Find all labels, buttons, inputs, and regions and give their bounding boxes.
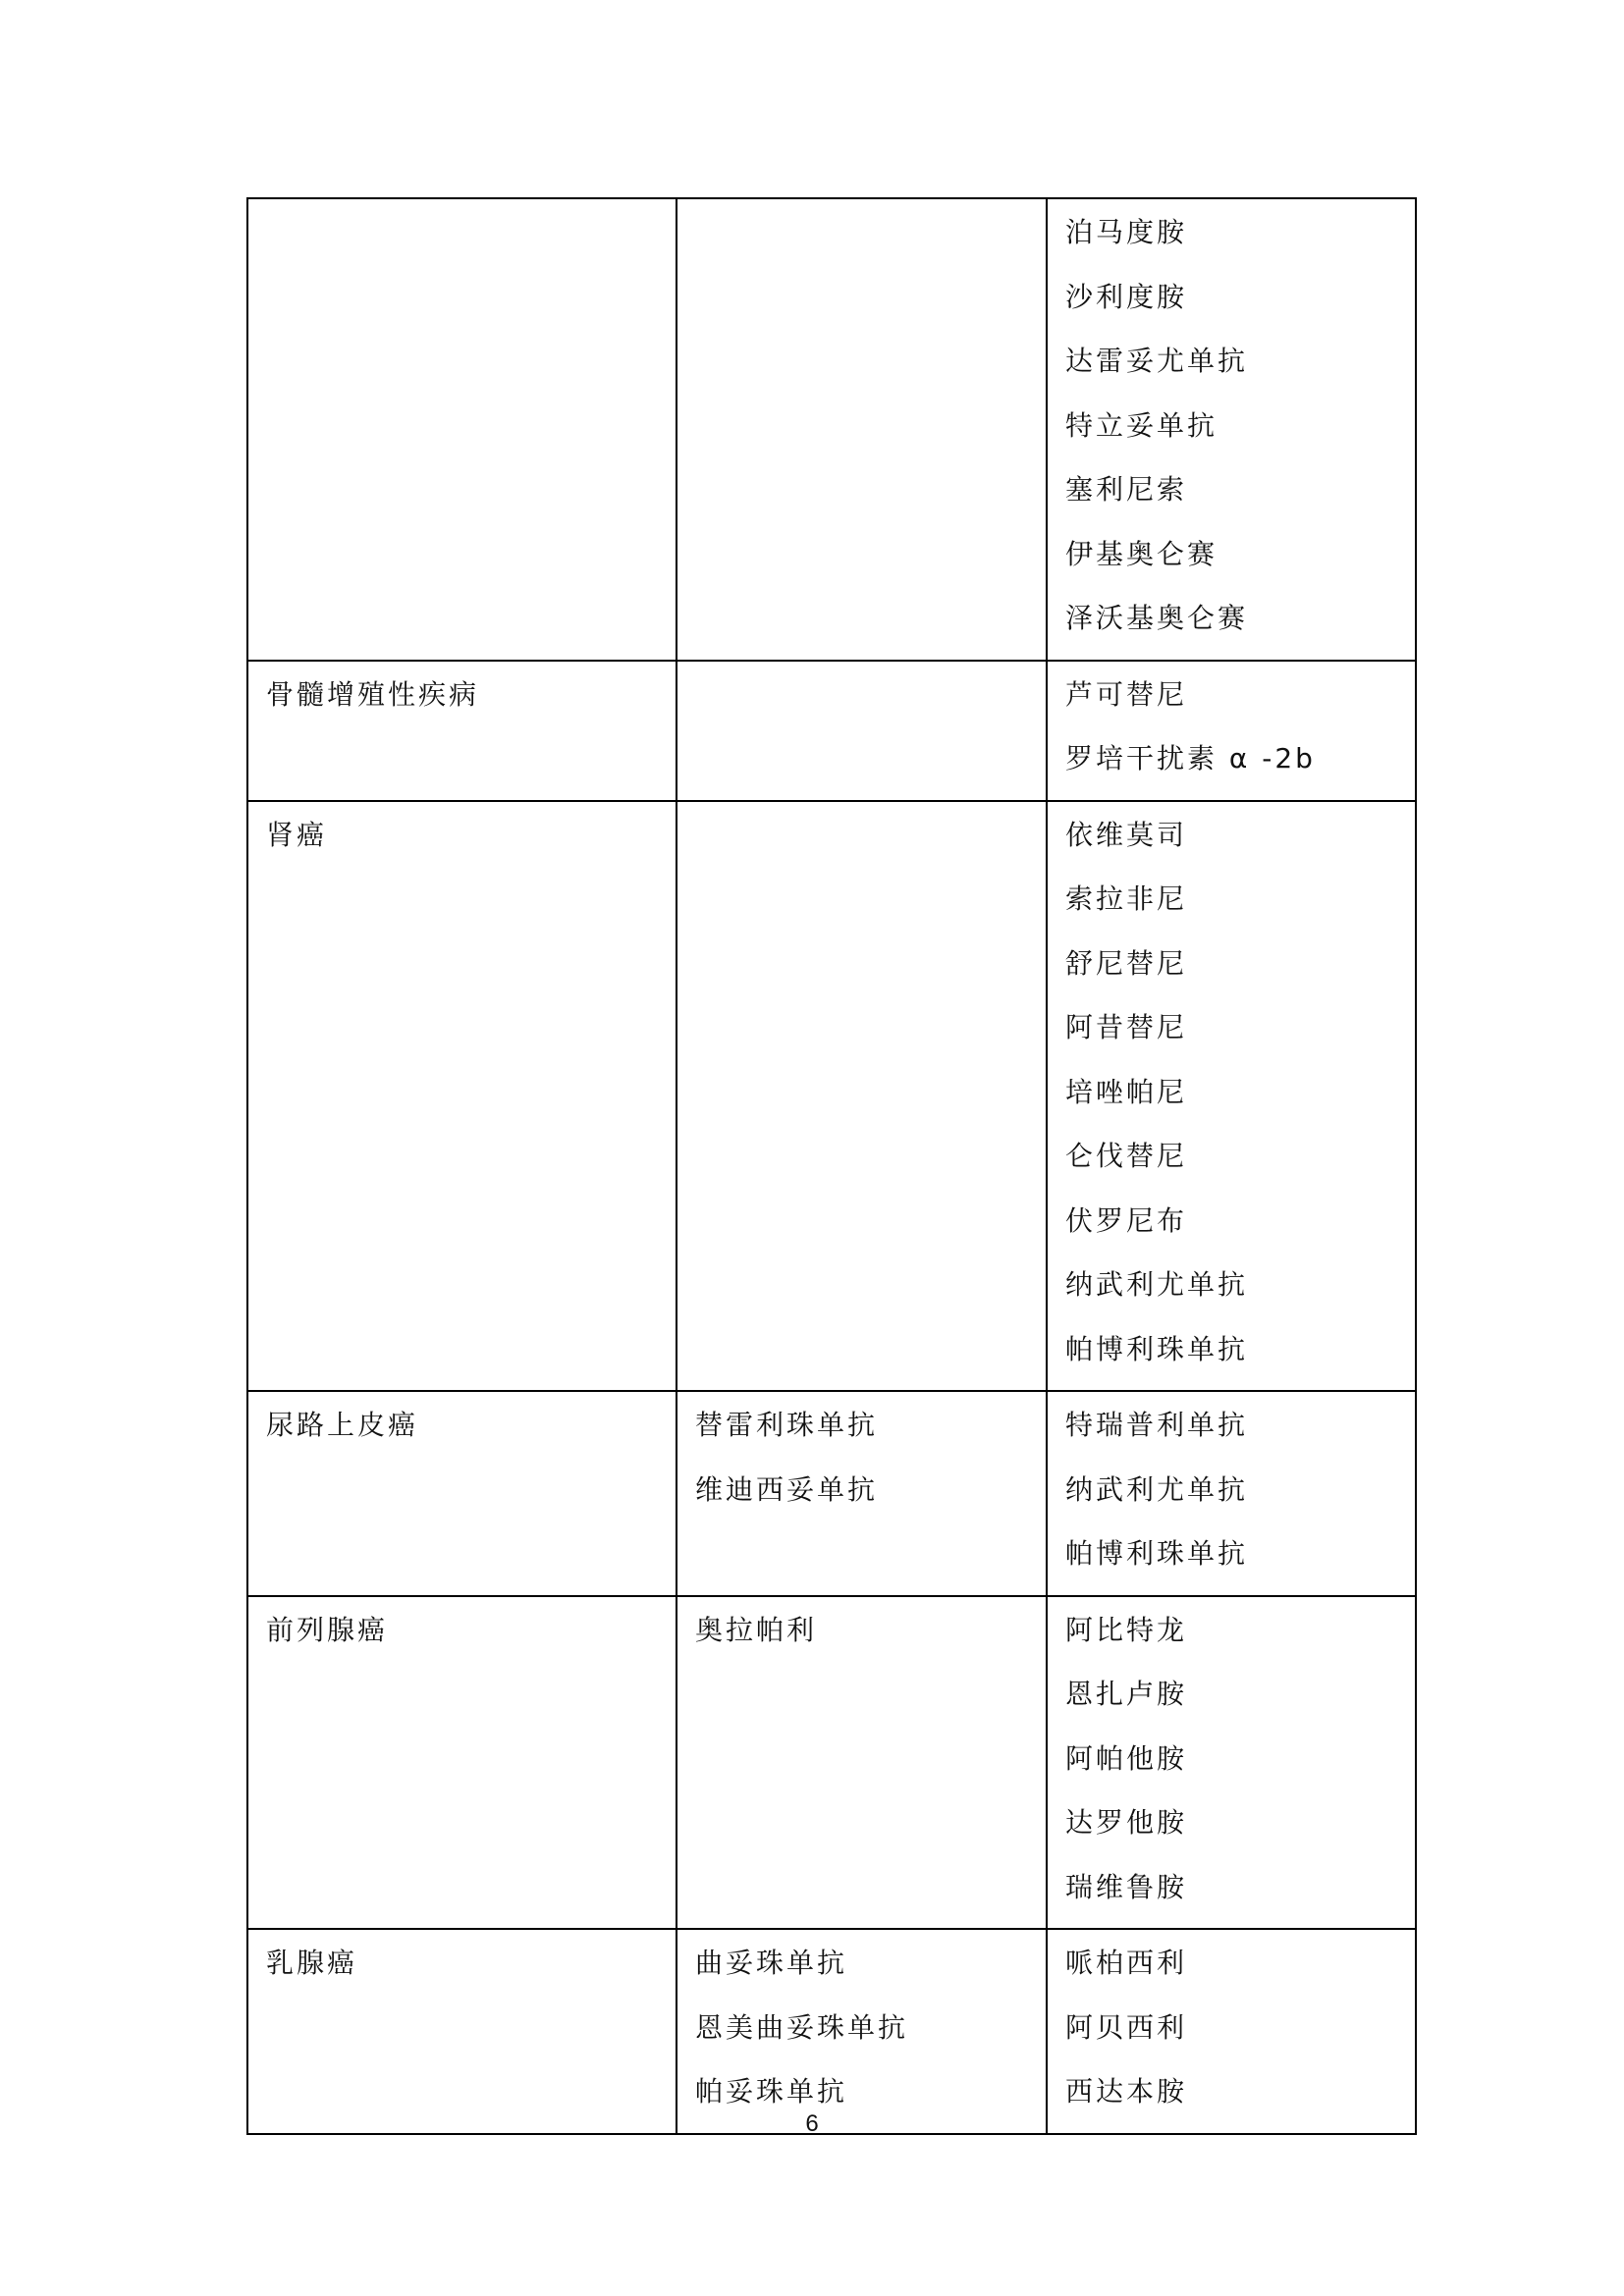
drug-name: 西达本胺 bbox=[1065, 2075, 1188, 2108]
drug-name: 瑞维鲁胺 bbox=[1065, 1870, 1188, 1903]
drug-cell-col2 bbox=[677, 1391, 1047, 1596]
drug-name: 阿比特龙 bbox=[1065, 1613, 1188, 1646]
drug-name: 依维莫司 bbox=[1065, 818, 1188, 851]
drug-cell-col2 bbox=[677, 1929, 1047, 2134]
disease-cell bbox=[247, 1596, 677, 1930]
drug-name: 纳武利尤单抗 bbox=[1065, 1268, 1249, 1301]
drug-name: 哌柏西利 bbox=[1065, 1947, 1188, 1979]
drug-name: 索拉非尼 bbox=[1065, 882, 1188, 915]
disease-cell bbox=[247, 1391, 677, 1596]
drug-name: 奥拉帕利 bbox=[695, 1613, 818, 1646]
drug-name: 培唑帕尼 bbox=[1065, 1075, 1188, 1108]
drug-name: 帕博利珠单抗 bbox=[1065, 1332, 1249, 1365]
disease-cell bbox=[247, 661, 677, 801]
drug-name: 纳武利尤单抗 bbox=[1065, 1472, 1249, 1506]
drug-name: 伊基奥仑赛 bbox=[1065, 537, 1218, 570]
drug-cell-col3 bbox=[1047, 198, 1416, 661]
drug-name: 伏罗尼布 bbox=[1065, 1203, 1188, 1237]
disease-name: 前列腺癌 bbox=[266, 1613, 389, 1646]
table-row bbox=[247, 1391, 1416, 1596]
drug-name: 达雷妥尤单抗 bbox=[1065, 345, 1249, 377]
disease-name: 尿路上皮癌 bbox=[266, 1409, 419, 1441]
drug-name: 维迪西妥单抗 bbox=[695, 1472, 879, 1506]
table-row bbox=[247, 801, 1416, 1392]
drug-table bbox=[246, 197, 1417, 2135]
drug-name: 曲妥珠单抗 bbox=[695, 1947, 848, 1979]
disease-cell bbox=[247, 198, 677, 661]
disease-name: 肾癌 bbox=[266, 818, 328, 851]
drug-name: 替雷利珠单抗 bbox=[695, 1409, 879, 1441]
drug-name: 恩美曲妥珠单抗 bbox=[695, 2010, 909, 2044]
drug-name: 塞利尼索 bbox=[1065, 473, 1188, 506]
drug-name: 阿帕他胺 bbox=[1065, 1741, 1188, 1775]
drug-cell-col2 bbox=[677, 661, 1047, 801]
drug-name: 帕妥珠单抗 bbox=[695, 2075, 848, 2108]
table-body bbox=[247, 198, 1416, 2134]
drug-name: 泽沃基奥仑赛 bbox=[1065, 602, 1249, 634]
drug-name: 仑伐替尼 bbox=[1065, 1140, 1188, 1172]
drug-name: 罗培干扰素 α -2b bbox=[1065, 742, 1316, 774]
drug-name: 沙利度胺 bbox=[1065, 280, 1188, 313]
drug-cell-col2 bbox=[677, 1596, 1047, 1930]
drug-name: 舒尼替尼 bbox=[1065, 946, 1188, 980]
disease-name: 乳腺癌 bbox=[266, 1947, 358, 1979]
drug-name: 阿贝西利 bbox=[1065, 2010, 1188, 2044]
page-number: 6 bbox=[805, 2110, 819, 2137]
table-row bbox=[247, 198, 1416, 661]
drug-name: 阿昔替尼 bbox=[1065, 1011, 1188, 1043]
table-row bbox=[247, 1929, 1416, 2134]
disease-cell bbox=[247, 1929, 677, 2134]
drug-cell-col2 bbox=[677, 198, 1047, 661]
drug-name: 帕博利珠单抗 bbox=[1065, 1537, 1249, 1570]
drug-cell-col3 bbox=[1047, 661, 1416, 801]
drug-name: 泊马度胺 bbox=[1065, 216, 1188, 248]
drug-cell-col2 bbox=[677, 801, 1047, 1392]
drug-name: 特立妥单抗 bbox=[1065, 408, 1218, 442]
drug-cell-col3 bbox=[1047, 801, 1416, 1392]
drug-cell-col3 bbox=[1047, 1929, 1416, 2134]
drug-cell-col3 bbox=[1047, 1391, 1416, 1596]
disease-name bbox=[266, 208, 676, 273]
drug-name: 恩扎卢胺 bbox=[1065, 1678, 1188, 1710]
table-row bbox=[247, 661, 1416, 801]
drug-name: 达罗他胺 bbox=[1065, 1806, 1188, 1839]
table-row bbox=[247, 1596, 1416, 1930]
drug-name: 芦可替尼 bbox=[1065, 677, 1188, 711]
drug-name: 特瑞普利单抗 bbox=[1065, 1409, 1249, 1441]
disease-name: 骨髓增殖性疾病 bbox=[266, 677, 480, 711]
disease-cell bbox=[247, 801, 677, 1392]
drug-cell-col3 bbox=[1047, 1596, 1416, 1930]
